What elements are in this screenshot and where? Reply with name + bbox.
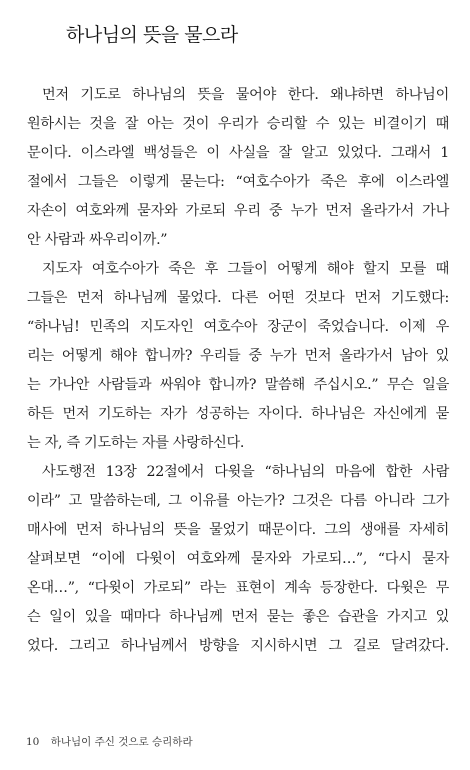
paragraph-line: 자손이 여호와께 묻자와 가로되 우리 중 누가 먼저 올라가서 가나: [27, 203, 449, 219]
paragraph-line: 는 가나안 사람들과 싸워야 합니까? 말씀해 주십시오.” 무슨 일을: [27, 377, 449, 393]
paragraph-line: 온대…”, “다윗이 가로되” 라는 표현이 계속 등장한다. 다윗은 무: [27, 580, 449, 596]
paragraph-line: 이라” 고 말씀하는데, 그 이유를 아는가? 그것은 다름 아니라 그가: [27, 493, 449, 509]
paragraph-line: “하나님! 민족의 지도자인 여호수아 장군이 죽었습니다. 이제 우: [27, 319, 449, 335]
paragraph-2: [27, 255, 449, 458]
paragraph-3: [27, 458, 449, 661]
paragraph-line: 리는 어떻게 해야 합니까? 우리들 중 누가 먼저 올라가서 남아 있: [27, 348, 449, 364]
paragraph-line: 지도자 여호수아가 죽은 후 그들이 어떻게 해야 할지 모를 때: [42, 261, 449, 277]
paragraph-line: 하든 먼저 기도하는 자가 성공하는 자이다. 하나님은 자신에게 묻: [27, 406, 449, 422]
paragraph-1: [27, 81, 449, 255]
paragraph-line: 사도행전 13장 22절에서 다윗을 “하나님의 마음에 합한 사람: [42, 464, 449, 480]
paragraph-line: 었다. 그리고 하나님께서 방향을 지시하시면 그 길로 달려갔다.: [27, 638, 449, 654]
paragraph-line: 안 사람과 싸우리이까.”: [27, 232, 168, 248]
book-title: 하나님이 주신 것으로 승리하라: [50, 736, 193, 748]
page-number: 10: [26, 736, 40, 748]
paragraph-line: 원하시는 것을 잘 아는 것이 우리가 승리할 수 있는 비결이기 때: [27, 116, 449, 132]
paragraph-line: 매사에 먼저 하나님의 뜻을 물었기 때문이다. 그의 생애를 자세히: [27, 522, 449, 538]
paragraph-line: 살펴보면 “이에 다윗이 여호와께 묻자와 가로되…”, “다시 묻자: [27, 551, 449, 567]
paragraph-line: 절에서 그들은 이렇게 묻는다: “여호수아가 죽은 후에 이스라엘: [27, 174, 449, 190]
paragraph-line: 그들은 먼저 하나님께 물었다. 다른 어떤 것보다 먼저 기도했다:: [27, 290, 449, 306]
paragraph-line: 문이다. 이스라엘 백성들은 이 사실을 잘 알고 있었다. 그래서 1: [27, 145, 449, 161]
section-heading: 하나님의 뜻을 물으라: [66, 24, 238, 46]
body-text: [27, 81, 449, 661]
paragraph-line: 먼저 기도로 하나님의 뜻을 물어야 한다. 왜냐하면 하나님이: [42, 87, 449, 103]
paragraph-line: 는 자, 즉 기도하는 자를 사랑하신다.: [27, 435, 245, 451]
page-footer: [26, 734, 193, 749]
paragraph-line: 슨 일이 있을 때마다 하나님께 먼저 묻는 좋은 습관을 가지고 있: [27, 609, 449, 625]
